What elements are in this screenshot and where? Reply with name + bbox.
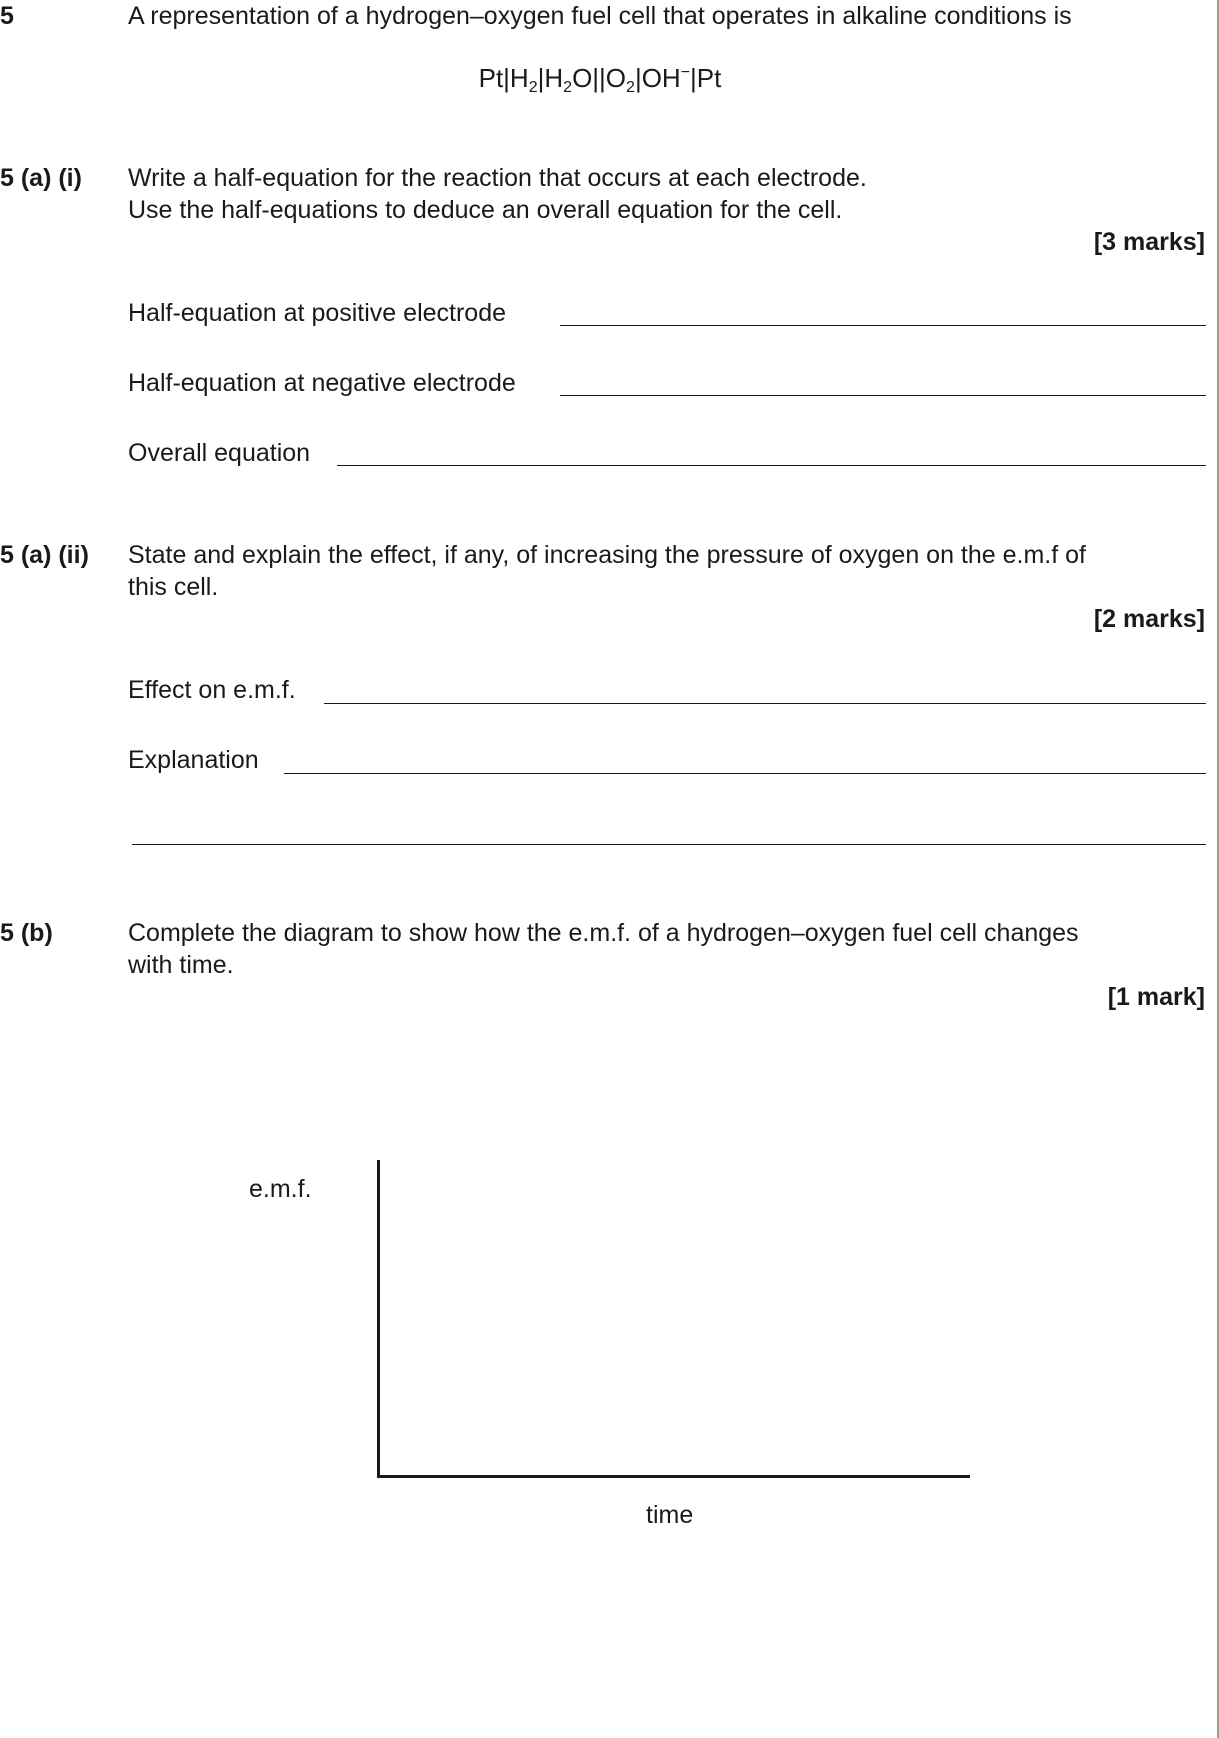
answer-line-explanation-extra[interactable] [132,844,1206,845]
question-number: 5 [0,2,14,30]
formula-part: Pt|H [478,63,529,93]
answer-label-overall: Overall equation [128,439,311,467]
answer-line-overall[interactable] [337,465,1206,466]
question-text-line: State and explain the effect, if any, of increasing the pressure of oxygen on the e.m.f of [128,541,1086,569]
answer-line-positive[interactable] [560,325,1206,326]
question-text-line: this cell. [128,573,219,601]
y-axis [377,1160,380,1478]
marks-allocation: [2 marks] [1093,605,1205,633]
answer-label-negative: Half-equation at negative electrode [128,369,516,397]
formula-part: O||O [572,63,627,93]
formula-subscript: 2 [563,79,573,96]
cell-notation [0,63,1200,97]
answer-label-positive: Half-equation at positive electrode [128,299,507,327]
x-axis [377,1475,970,1478]
formula-part: |Pt [690,63,722,93]
formula-part: |OH [634,63,681,93]
x-axis-label: time [646,1501,694,1529]
answer-line-negative[interactable] [560,395,1206,396]
formula-superscript: − [680,64,691,81]
question-text-line: Use the half-equations to deduce an overall equation for the cell. [128,196,843,224]
formula-subscript: 2 [626,79,635,96]
question-text-line: with time. [128,951,234,979]
answer-label-explanation: Explanation [128,746,259,774]
marks-allocation: [3 marks] [1093,228,1205,256]
part-label-b: 5 (b) [0,919,53,947]
question-text-line: Complete the diagram to show how the e.m.f. of a hydrogen–oxygen fuel cell changes [128,919,1079,947]
y-axis-label: e.m.f. [249,1175,312,1203]
formula-subscript: 2 [528,79,538,96]
answer-line-effect[interactable] [324,703,1206,704]
formula-part: |H [537,63,564,93]
question-intro: A representation of a hydrogen–oxygen fuel cell that operates in alkaline conditions is [128,2,1072,30]
part-label-a-ii: 5 (a) (ii) [0,541,89,569]
answer-label-effect: Effect on e.m.f. [128,676,296,704]
answer-line-explanation[interactable] [284,773,1206,774]
part-label-a-i: 5 (a) (i) [0,164,82,192]
marks-allocation: [1 mark] [1107,983,1205,1011]
question-text-line: Write a half-equation for the reaction that occurs at each electrode. [128,164,867,192]
